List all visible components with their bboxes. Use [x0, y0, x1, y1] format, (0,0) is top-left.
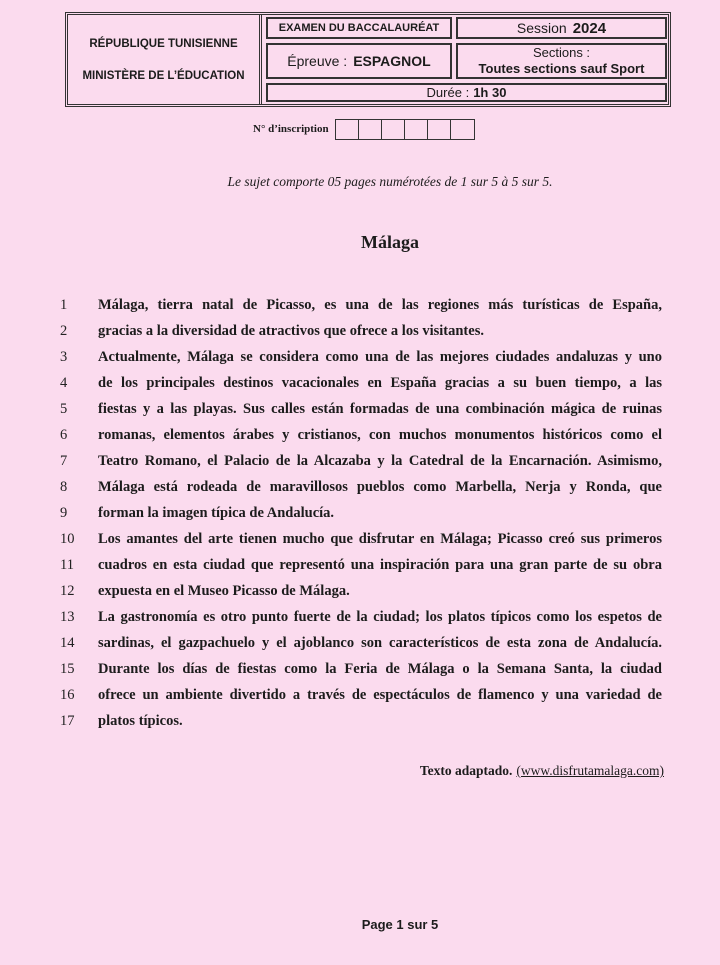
text-line — [60, 552, 662, 578]
exam-header — [65, 12, 671, 107]
text-line — [60, 422, 662, 448]
line-text: Málaga, tierra natal de Picasso, es una de las regiones más turísticas de España, — [98, 296, 662, 313]
exam-name: EXAMEN DU BACCALAURÉAT — [266, 17, 452, 39]
line-number: 13 — [60, 608, 75, 625]
text-line — [60, 448, 662, 474]
ministry-name: MINISTÈRE DE L’ÉDUCATION — [82, 69, 245, 82]
ministry-block — [68, 15, 262, 104]
text-line — [60, 292, 662, 318]
text-line — [60, 500, 662, 526]
epreuve-label: Épreuve : — [287, 53, 348, 69]
line-text: platos típicos. — [98, 712, 183, 729]
line-text: cuadros en esta ciudad que representó una inspiración para una gran parte de su obra — [98, 556, 662, 573]
line-number: 6 — [60, 426, 68, 443]
line-number: 15 — [60, 660, 75, 677]
epreuve-value: ESPAGNOL — [353, 53, 431, 69]
digit-box[interactable] — [428, 120, 451, 139]
line-text: Actualmente, Málaga se considera como una de las mejores ciudades andaluzas y uno — [98, 348, 662, 365]
line-number: 17 — [60, 712, 75, 729]
digit-box[interactable] — [405, 120, 428, 139]
line-number: 3 — [60, 348, 68, 365]
text-line — [60, 344, 662, 370]
text-line — [60, 708, 662, 734]
line-number: 5 — [60, 400, 68, 417]
line-number: 7 — [60, 452, 68, 469]
source-label: Texto adaptado. — [419, 763, 513, 778]
sections-label: Sections : — [532, 45, 591, 60]
session-cell — [456, 17, 667, 39]
pages-note: Le sujet comporte 05 pages numérotées de 1 sur 5 à 5 sur 5. — [227, 174, 553, 189]
line-text: Los amantes del arte tienen mucho que disfrutar en Málaga; Picasso creó sus primeros — [98, 530, 662, 547]
line-number: 8 — [60, 478, 68, 495]
text-line — [60, 474, 662, 500]
session-label: Session — [516, 20, 567, 36]
text-line — [60, 396, 662, 422]
text-line — [60, 318, 662, 344]
line-number: 4 — [60, 374, 68, 391]
line-text: forman la imagen típica de Andalucía. — [98, 504, 335, 521]
line-number: 9 — [60, 504, 68, 521]
source-link[interactable]: (www.disfrutamalaga.com) — [516, 763, 664, 778]
line-number: 2 — [60, 322, 68, 339]
text-line — [60, 578, 662, 604]
duree-value: 1h 30 — [473, 85, 507, 100]
digit-box[interactable] — [382, 120, 405, 139]
line-number: 16 — [60, 686, 75, 703]
sections-value: Toutes sections sauf Sport — [478, 61, 645, 76]
line-text: Durante los días de fiestas como la Feria de Málaga o la Semana Santa, la ciudad — [98, 660, 662, 677]
inscription-field — [253, 119, 475, 139]
text-line — [60, 656, 662, 682]
text-line — [60, 604, 662, 630]
line-text: ofrece un ambiente divertido a través de espectáculos de flamenco y una variedad de — [98, 686, 662, 703]
line-number: 11 — [60, 556, 74, 573]
page-title: Málaga — [361, 232, 419, 252]
line-text: sardinas, el gazpachuelo y el ajoblanco son característicos de esta zona de Andalucía. — [98, 634, 662, 651]
session-year: 2024 — [572, 19, 607, 37]
epreuve-cell — [266, 43, 452, 79]
line-number: 10 — [60, 530, 75, 547]
line-text: Málaga está rodeada de maravillosos pueblos como Marbella, Nerja y Ronda, que — [98, 478, 662, 495]
line-text: de los principales destinos vacacionales en España gracias a su buen tiempo, a las — [98, 374, 662, 391]
line-text: La gastronomía es otro punto fuerte de la ciudad; los platos típicos como los espetos de — [98, 608, 662, 625]
text-line — [60, 682, 662, 708]
page-footer: Page 1 sur 5 — [361, 917, 439, 932]
duree-label: Durée : — [426, 85, 470, 100]
digit-box[interactable] — [359, 120, 382, 139]
line-number: 12 — [60, 582, 75, 599]
source-citation — [420, 763, 664, 779]
line-number: 14 — [60, 634, 75, 651]
sections-cell — [456, 43, 667, 79]
line-text: Teatro Romano, el Palacio de la Alcazaba y la Catedral de la Encarnación. Asimismo, — [98, 452, 662, 469]
duree-cell — [266, 83, 667, 102]
line-text: expuesta en el Museo Picasso de Málaga. — [98, 582, 350, 599]
line-text: gracias a la diversidad de atractivos que ofrece a los visitantes. — [98, 322, 484, 339]
text-line — [60, 370, 662, 396]
inscription-boxes[interactable] — [335, 119, 475, 140]
digit-box[interactable] — [336, 120, 359, 139]
line-text: romanas, elementos árabes y cristianos, con muchos monumentos históricos como el — [98, 426, 662, 443]
text-line — [60, 526, 662, 552]
country-name: RÉPUBLIQUE TUNISIENNE — [89, 37, 238, 50]
digit-box[interactable] — [451, 120, 474, 139]
text-line — [60, 630, 662, 656]
line-text: fiestas y a las playas. Sus calles están formadas de una combinación mágica de ruinas — [98, 400, 662, 417]
line-number: 1 — [60, 296, 68, 313]
reading-text — [60, 292, 662, 734]
inscription-label: N° d’inscription — [253, 123, 329, 135]
